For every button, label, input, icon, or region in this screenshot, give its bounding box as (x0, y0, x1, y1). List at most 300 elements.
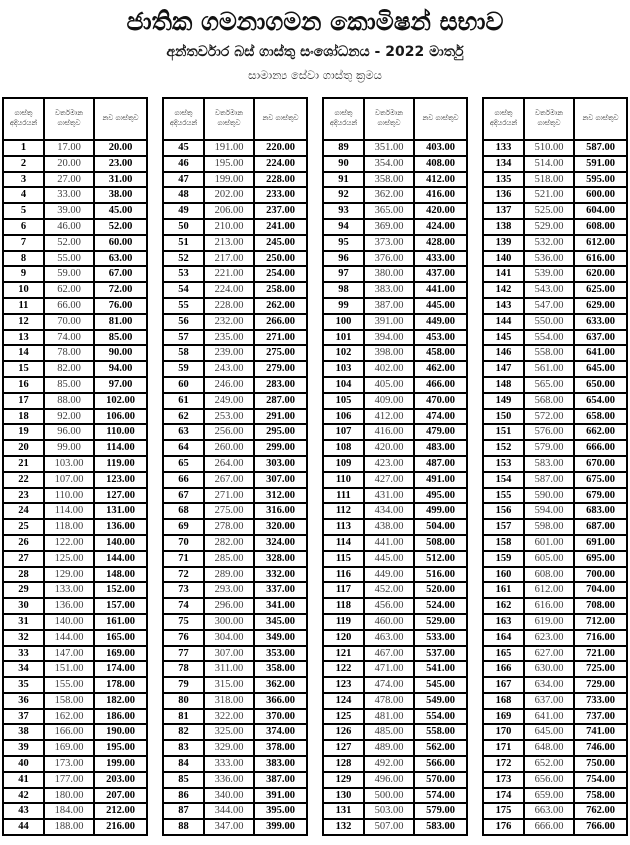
new-fare-value: 341.00 (254, 598, 307, 614)
fare-stage-number: 113 (323, 519, 364, 535)
fare-row (163, 598, 307, 614)
fare-row (483, 282, 627, 298)
fare-row (323, 203, 467, 219)
fare-row (483, 772, 627, 788)
fare-row (483, 598, 627, 614)
fare-stage-number: 38 (3, 724, 44, 740)
new-fare-value: 254.00 (254, 266, 307, 282)
new-fare-value: 645.00 (574, 361, 627, 377)
fare-stage-number: 117 (323, 582, 364, 598)
fare-table-body (483, 140, 627, 835)
current-fare-value: 217.00 (204, 251, 254, 267)
fare-row (3, 803, 147, 819)
new-fare-value: 541.00 (414, 661, 467, 677)
fare-stage-number: 25 (3, 519, 44, 535)
fare-stage-number: 79 (163, 677, 204, 693)
fare-row (163, 740, 307, 756)
header-current-fare: වර්තමාන ගාස්තුව (364, 98, 414, 140)
fare-row (163, 172, 307, 188)
new-fare-value: 616.00 (574, 251, 627, 267)
fare-stage-number: 61 (163, 393, 204, 409)
current-fare-value: 62.00 (44, 282, 94, 298)
fare-row (163, 345, 307, 361)
current-fare-value: 351.00 (364, 140, 414, 156)
current-fare-value: 103.00 (44, 456, 94, 472)
current-fare-value: 394.00 (364, 330, 414, 346)
new-fare-value: 250.00 (254, 251, 307, 267)
fare-stage-number: 136 (483, 187, 524, 203)
document-header (0, 0, 630, 97)
fare-row (3, 819, 147, 835)
new-fare-value: 190.00 (94, 724, 147, 740)
current-fare-value: 656.00 (524, 772, 574, 788)
fare-stage-number: 103 (323, 361, 364, 377)
fare-row (323, 709, 467, 725)
current-fare-value: 536.00 (524, 251, 574, 267)
fare-tables-container (0, 97, 630, 836)
current-fare-value: 307.00 (204, 646, 254, 662)
new-fare-value: 758.00 (574, 788, 627, 804)
new-fare-value: 570.00 (414, 772, 467, 788)
new-fare-value: 199.00 (94, 756, 147, 772)
fare-stage-number: 94 (323, 219, 364, 235)
current-fare-value: 431.00 (364, 488, 414, 504)
current-fare-value: 282.00 (204, 535, 254, 551)
fare-stage-number: 169 (483, 709, 524, 725)
new-fare-value: 195.00 (94, 740, 147, 756)
new-fare-value: 303.00 (254, 456, 307, 472)
fare-row (163, 219, 307, 235)
new-fare-value: 295.00 (254, 424, 307, 440)
fare-stage-number: 9 (3, 266, 44, 282)
fare-stage-number: 97 (323, 266, 364, 282)
new-fare-value: 474.00 (414, 409, 467, 425)
new-fare-value: 445.00 (414, 298, 467, 314)
new-fare-value: 662.00 (574, 424, 627, 440)
fare-row (323, 488, 467, 504)
page-subtitle: අන්තර්වාර බස් ගාස්තු සංශෝධනය - 2022 මාර්තු (166, 44, 464, 60)
fare-row (323, 819, 467, 835)
fare-row (323, 598, 467, 614)
current-fare-value: 221.00 (204, 266, 254, 282)
fare-row (323, 503, 467, 519)
current-fare-value: 278.00 (204, 519, 254, 535)
current-fare-value: 296.00 (204, 598, 254, 614)
fare-stage-number: 52 (163, 251, 204, 267)
fare-stage-number: 161 (483, 582, 524, 598)
fare-row (163, 788, 307, 804)
current-fare-value: 46.00 (44, 219, 94, 235)
fare-row (483, 551, 627, 567)
new-fare-value: 85.00 (94, 330, 147, 346)
fare-stage-number: 45 (163, 140, 204, 156)
current-fare-value: 666.00 (524, 819, 574, 835)
new-fare-value: 245.00 (254, 235, 307, 251)
current-fare-value: 416.00 (364, 424, 414, 440)
new-fare-value: 545.00 (414, 677, 467, 693)
fare-stage-number: 155 (483, 488, 524, 504)
current-fare-value: 318.00 (204, 693, 254, 709)
fare-stage-number: 59 (163, 361, 204, 377)
current-fare-value: 441.00 (364, 535, 414, 551)
fare-row (3, 330, 147, 346)
new-fare-value: 620.00 (574, 266, 627, 282)
new-fare-value: 283.00 (254, 377, 307, 393)
fare-row (163, 772, 307, 788)
current-fare-value: 652.00 (524, 756, 574, 772)
fare-stage-number: 15 (3, 361, 44, 377)
fare-row (323, 440, 467, 456)
fare-row (3, 535, 147, 551)
current-fare-value: 402.00 (364, 361, 414, 377)
fare-row (483, 345, 627, 361)
fare-row (483, 203, 627, 219)
fare-stage-number: 175 (483, 803, 524, 819)
fare-row (3, 140, 147, 156)
fare-row (483, 409, 627, 425)
new-fare-value: 228.00 (254, 172, 307, 188)
fare-row (323, 330, 467, 346)
new-fare-value: 608.00 (574, 219, 627, 235)
new-fare-value: 449.00 (414, 314, 467, 330)
current-fare-value: 583.00 (524, 456, 574, 472)
fare-row (163, 424, 307, 440)
fare-stage-number: 92 (323, 187, 364, 203)
new-fare-value: 641.00 (574, 345, 627, 361)
new-fare-value: 174.00 (94, 661, 147, 677)
current-fare-value: 521.00 (524, 187, 574, 203)
fare-stage-number: 81 (163, 709, 204, 725)
new-fare-value: 683.00 (574, 503, 627, 519)
fare-stage-number: 170 (483, 724, 524, 740)
new-fare-value: 106.00 (94, 409, 147, 425)
fare-stage-number: 44 (3, 819, 44, 835)
new-fare-value: 102.00 (94, 393, 147, 409)
current-fare-value: 315.00 (204, 677, 254, 693)
current-fare-value: 246.00 (204, 377, 254, 393)
fare-stage-number: 5 (3, 203, 44, 219)
fare-stage-number: 55 (163, 298, 204, 314)
fare-row (483, 503, 627, 519)
current-fare-value: 96.00 (44, 424, 94, 440)
header-current-fare: වර්තමාන ගාස්තුව (524, 98, 574, 140)
new-fare-value: 312.00 (254, 488, 307, 504)
fare-stage-number: 40 (3, 756, 44, 772)
fare-stage-number: 93 (323, 203, 364, 219)
fare-stage-number: 32 (3, 630, 44, 646)
fare-stage-number: 85 (163, 772, 204, 788)
fare-row (3, 756, 147, 772)
fare-stage-number: 137 (483, 203, 524, 219)
current-fare-value: 376.00 (364, 251, 414, 267)
fare-row (163, 535, 307, 551)
new-fare-value: 479.00 (414, 424, 467, 440)
fare-stage-number: 43 (3, 803, 44, 819)
fare-stage-number: 108 (323, 440, 364, 456)
new-fare-value: 437.00 (414, 266, 467, 282)
fare-row (323, 156, 467, 172)
new-fare-value: 67.00 (94, 266, 147, 282)
fare-row (3, 630, 147, 646)
fare-row (163, 614, 307, 630)
current-fare-value: 99.00 (44, 440, 94, 456)
fare-row (3, 788, 147, 804)
new-fare-value: 495.00 (414, 488, 467, 504)
new-fare-value: 237.00 (254, 203, 307, 219)
new-fare-value: 691.00 (574, 535, 627, 551)
new-fare-value: 470.00 (414, 393, 467, 409)
fare-row (323, 582, 467, 598)
fare-stage-number: 151 (483, 424, 524, 440)
fare-row (483, 456, 627, 472)
fare-stage-number: 115 (323, 551, 364, 567)
fare-stage-number: 13 (3, 330, 44, 346)
current-fare-value: 202.00 (204, 187, 254, 203)
current-fare-value: 409.00 (364, 393, 414, 409)
fare-stage-number: 102 (323, 345, 364, 361)
new-fare-value: 741.00 (574, 724, 627, 740)
new-fare-value: 725.00 (574, 661, 627, 677)
new-fare-value: 508.00 (414, 535, 467, 551)
current-fare-value: 478.00 (364, 693, 414, 709)
fare-table-head (323, 98, 467, 140)
fare-table-3 (322, 97, 468, 836)
fare-stage-number: 156 (483, 503, 524, 519)
fare-stage-number: 121 (323, 646, 364, 662)
fare-row (323, 235, 467, 251)
fare-stage-number: 37 (3, 709, 44, 725)
new-fare-value: 366.00 (254, 693, 307, 709)
fare-stage-number: 110 (323, 472, 364, 488)
fare-row (323, 424, 467, 440)
new-fare-value: 529.00 (414, 614, 467, 630)
new-fare-value: 378.00 (254, 740, 307, 756)
fare-stage-number: 65 (163, 456, 204, 472)
fare-stage-number: 132 (323, 819, 364, 835)
fare-stage-number: 172 (483, 756, 524, 772)
fare-stage-number: 149 (483, 393, 524, 409)
fare-row (163, 456, 307, 472)
fare-stage-number: 146 (483, 345, 524, 361)
fare-row (483, 488, 627, 504)
fare-row (323, 788, 467, 804)
fare-stage-number: 72 (163, 567, 204, 583)
fare-stage-number: 98 (323, 282, 364, 298)
fare-stage-number: 78 (163, 661, 204, 677)
fare-row (3, 203, 147, 219)
new-fare-value: 524.00 (414, 598, 467, 614)
fare-row (163, 677, 307, 693)
current-fare-value: 383.00 (364, 282, 414, 298)
fare-stage-number: 3 (3, 172, 44, 188)
current-fare-value: 510.00 (524, 140, 574, 156)
fare-row (323, 172, 467, 188)
fare-stage-number: 77 (163, 646, 204, 662)
fare-row (163, 819, 307, 835)
current-fare-value: 133.00 (44, 582, 94, 598)
fare-row (483, 709, 627, 725)
current-fare-value: 623.00 (524, 630, 574, 646)
fare-row (483, 567, 627, 583)
fare-stage-number: 18 (3, 409, 44, 425)
new-fare-value: 666.00 (574, 440, 627, 456)
current-fare-value: 590.00 (524, 488, 574, 504)
fare-stage-number: 145 (483, 330, 524, 346)
fare-row (3, 456, 147, 472)
fare-row (323, 219, 467, 235)
fare-row (3, 266, 147, 282)
current-fare-value: 191.00 (204, 140, 254, 156)
current-fare-value: 136.00 (44, 598, 94, 614)
current-fare-value: 561.00 (524, 361, 574, 377)
current-fare-value: 285.00 (204, 551, 254, 567)
current-fare-value: 576.00 (524, 424, 574, 440)
new-fare-value: 140.00 (94, 535, 147, 551)
new-fare-value: 144.00 (94, 551, 147, 567)
current-fare-value: 158.00 (44, 693, 94, 709)
new-fare-value: 94.00 (94, 361, 147, 377)
new-fare-value: 766.00 (574, 819, 627, 835)
new-fare-value: 487.00 (414, 456, 467, 472)
fare-stage-number: 148 (483, 377, 524, 393)
fare-stage-number: 57 (163, 330, 204, 346)
current-fare-value: 500.00 (364, 788, 414, 804)
new-fare-value: 700.00 (574, 567, 627, 583)
fare-stage-number: 7 (3, 235, 44, 251)
header-fare-stage: ගාස්තු අදියරයන් (483, 98, 524, 140)
current-fare-value: 587.00 (524, 472, 574, 488)
new-fare-value: 629.00 (574, 298, 627, 314)
current-fare-value: 391.00 (364, 314, 414, 330)
new-fare-value: 737.00 (574, 709, 627, 725)
new-fare-value: 537.00 (414, 646, 467, 662)
fare-stage-number: 54 (163, 282, 204, 298)
fare-table-body (163, 140, 307, 835)
fare-stage-number: 46 (163, 156, 204, 172)
current-fare-value: 354.00 (364, 156, 414, 172)
header-new-fare: නව ගාස්තුව (414, 98, 467, 140)
fare-row (483, 361, 627, 377)
fare-row (163, 156, 307, 172)
fare-row (323, 661, 467, 677)
fare-stage-number: 164 (483, 630, 524, 646)
header-current-fare: වර්තමාන ගාස්තුව (44, 98, 94, 140)
fare-stage-number: 76 (163, 630, 204, 646)
fare-row (163, 488, 307, 504)
fare-stage-number: 168 (483, 693, 524, 709)
new-fare-value: 562.00 (414, 740, 467, 756)
fare-stage-number: 30 (3, 598, 44, 614)
new-fare-value: 182.00 (94, 693, 147, 709)
fare-stage-number: 91 (323, 172, 364, 188)
fare-row (323, 456, 467, 472)
current-fare-value: 565.00 (524, 377, 574, 393)
new-fare-value: 332.00 (254, 567, 307, 583)
current-fare-value: 344.00 (204, 803, 254, 819)
current-fare-value: 147.00 (44, 646, 94, 662)
fare-row (483, 424, 627, 440)
new-fare-value: 320.00 (254, 519, 307, 535)
new-fare-value: 38.00 (94, 187, 147, 203)
fare-stage-number: 66 (163, 472, 204, 488)
current-fare-value: 373.00 (364, 235, 414, 251)
current-fare-value: 66.00 (44, 298, 94, 314)
current-fare-value: 155.00 (44, 677, 94, 693)
current-fare-value: 474.00 (364, 677, 414, 693)
current-fare-value: 398.00 (364, 345, 414, 361)
fare-row (483, 646, 627, 662)
current-fare-value: 118.00 (44, 519, 94, 535)
current-fare-value: 52.00 (44, 235, 94, 251)
current-fare-value: 362.00 (364, 187, 414, 203)
header-fare-stage: ගාස්තු අදියරයන් (3, 98, 44, 140)
new-fare-value: 729.00 (574, 677, 627, 693)
fare-row (163, 140, 307, 156)
fare-stage-number: 34 (3, 661, 44, 677)
current-fare-value: 420.00 (364, 440, 414, 456)
fare-row (3, 724, 147, 740)
current-fare-value: 619.00 (524, 614, 574, 630)
current-fare-value: 228.00 (204, 298, 254, 314)
fare-stage-number: 143 (483, 298, 524, 314)
current-fare-value: 59.00 (44, 266, 94, 282)
new-fare-value: 328.00 (254, 551, 307, 567)
current-fare-value: 107.00 (44, 472, 94, 488)
fare-stage-number: 42 (3, 788, 44, 804)
new-fare-value: 299.00 (254, 440, 307, 456)
current-fare-value: 434.00 (364, 503, 414, 519)
header-fare-stage: ගාස්තු අදියරයන් (163, 98, 204, 140)
new-fare-value: 90.00 (94, 345, 147, 361)
fare-stage-number: 167 (483, 677, 524, 693)
new-fare-value: 395.00 (254, 803, 307, 819)
current-fare-value: 300.00 (204, 614, 254, 630)
fare-row (323, 646, 467, 662)
new-fare-value: 165.00 (94, 630, 147, 646)
fare-row (3, 251, 147, 267)
current-fare-value: 17.00 (44, 140, 94, 156)
current-fare-value: 412.00 (364, 409, 414, 425)
fare-stage-number: 125 (323, 709, 364, 725)
new-fare-value: 549.00 (414, 693, 467, 709)
fare-row (163, 756, 307, 772)
fare-row (163, 693, 307, 709)
new-fare-value: 670.00 (574, 456, 627, 472)
fare-stage-number: 129 (323, 772, 364, 788)
current-fare-value: 235.00 (204, 330, 254, 346)
fare-stage-number: 56 (163, 314, 204, 330)
current-fare-value: 572.00 (524, 409, 574, 425)
fare-stage-number: 10 (3, 282, 44, 298)
new-fare-value: 216.00 (94, 819, 147, 835)
current-fare-value: 264.00 (204, 456, 254, 472)
fare-stage-number: 147 (483, 361, 524, 377)
fare-row (323, 630, 467, 646)
current-fare-value: 188.00 (44, 819, 94, 835)
fare-stage-number: 87 (163, 803, 204, 819)
fare-stage-number: 36 (3, 693, 44, 709)
current-fare-value: 612.00 (524, 582, 574, 598)
current-fare-value: 598.00 (524, 519, 574, 535)
fare-stage-number: 31 (3, 614, 44, 630)
fare-row (483, 535, 627, 551)
current-fare-value: 199.00 (204, 172, 254, 188)
fare-row (163, 187, 307, 203)
current-fare-value: 645.00 (524, 724, 574, 740)
new-fare-value: 591.00 (574, 156, 627, 172)
fare-row (483, 219, 627, 235)
fare-row (483, 440, 627, 456)
